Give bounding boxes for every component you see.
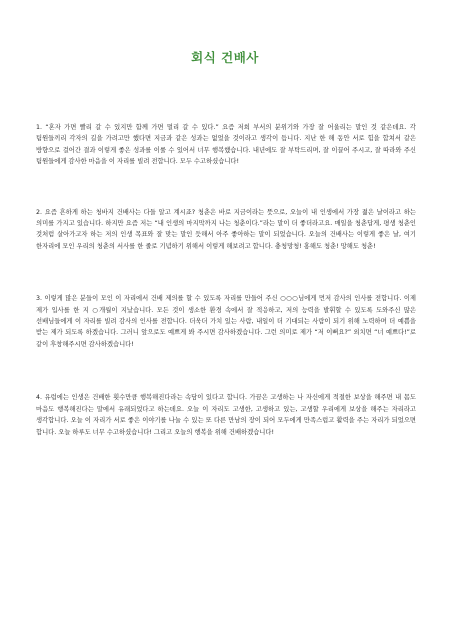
page-title: 회식 건배사 — [191, 50, 259, 65]
paragraph-4: 4. 유럽에는 인생은 건배한 횟수만큼 행복해진다라는 속담이 있다고 합니다. 가끔은 고생하는 나 자신에게 적절한 보상을 해주면 내 몸도 마음도 행복해진다는 말에서 유래되었다고 하는데요. 오늘 이 자리도 고생한, 고생하고 있는, 고생할 우리에게 보상을 해주는 자리라고 생각합니다. 오늘 이 자리가 서로 좋은 이야기를 나눌 수 있는 또 다른 만남의 장이 되어 모두에게 만족스럽고 활력을 주는 자리가 되었으면 합니다. 오늘 하루도 너무 수고하셨습니다! 그리고 오늘의 행복을 위해 건배하겠습니다! — [36, 394, 416, 436]
paragraph-3: 3. 이렇게 많은 분들이 모인 이 자리에서 건배 제의를 할 수 있도록 자리를 만들어 주신 ○○○님에게 먼저 감사의 인사를 전합니다. 이제 제가 입사를 한 지 ○개월이 지났습니다. 모든 것이 생소한 환경 속에서 잘 적응하고, 저의 능력을 발휘할 수 있도록 도와주신 많은 선배님들에게 이 자리를 빌려 감사의 인사를 전합니다. 더욱더 가치 있는 사람, 내일이 더 기대되는 사람이 되기 위해 노력하며 더 예쁨을 받는 제가 되도록 하겠습니다. 그러니 앞으로도 예쁘게 봐 주시면 감사하겠습니다. 그런 의미로 제가 “저 이뻐요?” 외치면 “너 예쁘다!”로 같이 후창해주시면 감사하겠습니다! — [36, 295, 416, 348]
document-body — [36, 122, 416, 477]
paragraph-2: 2. 요즘 흔하게 하는 청바지 건배사는 다들 알고 계시죠? 청춘은 바로 지금이라는 뜻으로, 오늘이 내 인생에서 가장 젊은 날이라고 하는 의미를 가지고 있습니다. 하지만 요즘 저는 “내 인생의 마지막까지 나는 청춘이다.”라는 말이 더 좋더라고요. 매일을 청춘답게, 평생 청춘인 것처럼 살아가고자 하는 저의 인생 목표와 잘 맞는 말인 듯해서 아주 좋아하는 말이 되었습니다. 오늘의 건배사는 이렇게 좋은 날, 여기 한자리에 모인 우리의 청춘의 서사를 한 줄로 기념하기 위해서 이렇게 해보려고 합니다. 충청망청! 홍해도 청춘! 망해도 청춘! — [36, 208, 416, 250]
paragraph-1: 1. “혼자 가면 빨리 갈 수 있지만 함께 가면 멀리 갈 수 있다.” 요즘 저희 부서의 분위기와 가장 잘 어울리는 말인 것 같은데요. 각 팀원들끼리 각자의 길을 가려고만 했다면 지금과 같은 성과는 없었을 것이라고 생각이 듭니다. 지난 한 해 동안 서로 힘을 합쳐서 같은 방향으로 걸어간 결과 이렇게 좋은 성과를 이룰 수 있어서 너무 행복했습니다. 내년에도 잘 부탁드리며, 잘 이끌어 주시고, 잘 따라와 주신 팀원들에게 감사한 마음을 이 자리를 빌려 전합니다. 모두 수고하셨습니다! — [36, 124, 416, 166]
